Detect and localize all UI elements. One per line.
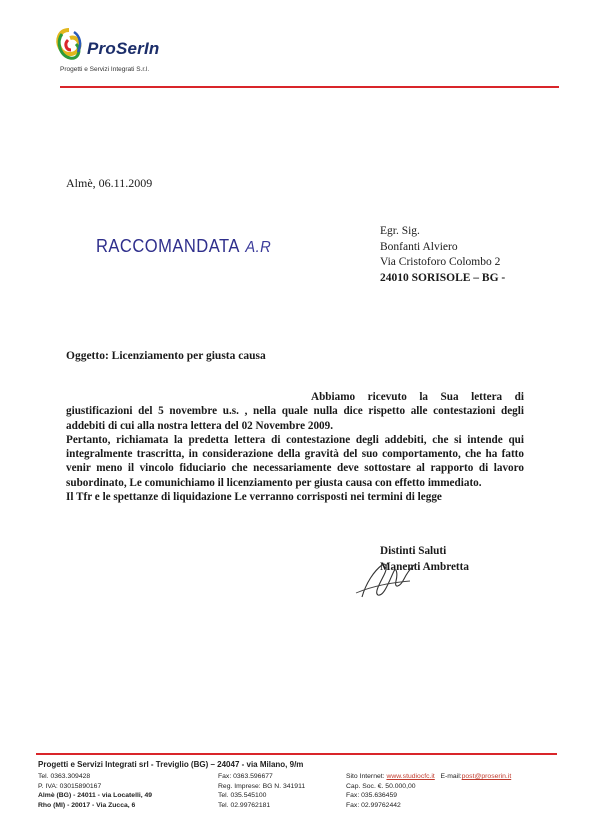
handwritten-signature-icon bbox=[352, 553, 422, 603]
footer-column-3 bbox=[346, 772, 511, 810]
footer-column-1 bbox=[38, 772, 152, 810]
stamp-text: RACCOMANDATA bbox=[96, 236, 240, 256]
registered-mail-stamp bbox=[96, 236, 271, 257]
recipient-line: Bonfanti Alviero bbox=[380, 240, 458, 253]
stamp-suffix: A.R bbox=[245, 239, 272, 256]
email-label: E-mail: bbox=[440, 773, 462, 780]
footer-line: Cap. Soc. €. 50.000,00 bbox=[346, 782, 416, 790]
company-logo-icon bbox=[54, 26, 84, 66]
footer-line: Tel. 02.99762181 bbox=[218, 801, 271, 809]
footer-line: Reg. Imprese: BG N. 341911 bbox=[218, 782, 306, 790]
footer-web-line bbox=[346, 772, 511, 782]
footer-line: P. IVA: 03015890167 bbox=[38, 782, 102, 790]
recipient-address bbox=[380, 224, 505, 286]
site-label: Sito Internet: bbox=[346, 773, 385, 780]
body-paragraph: Pertanto, richiamata la predetta lettera di contestazione degli addebiti, che si intende qui integralmente trascritta, in considerazione della gravità del suo comportamento, che ha fatto venir meno il vincolo fiduciario che necessariamente deve sottostare al rapporto di lavoro subordinato, Le comunichiamo il licenziamento per giusta causa con effetto immediato. bbox=[66, 433, 524, 489]
email-link[interactable]: post@proserin.it bbox=[461, 773, 512, 780]
closing-salutation: Distinti Saluti bbox=[380, 545, 447, 557]
footer-company-line: Progetti e Servizi Integrati srl - Treviglio (BG) – 24047 - via Milano, 9/m bbox=[38, 760, 304, 769]
letter-body bbox=[66, 390, 524, 504]
recipient-line: Egr. Sig. bbox=[380, 225, 420, 237]
footer-line: Fax: 0363.596677 bbox=[218, 773, 273, 780]
brand-name: ProSerIn bbox=[87, 39, 160, 58]
body-paragraph: Abbiamo ricevuto la Sua lettera di giustificazioni del 5 novembre u.s. , nella quale nulla dice rispetto alle contestazioni degli addebiti di cui alla nostra lettera del 02 Novembre 2009. bbox=[66, 391, 524, 432]
recipient-line: 24010 SORISOLE – BG - bbox=[380, 271, 506, 284]
header-divider bbox=[60, 86, 559, 88]
body-paragraph: Il Tfr e le spettanze di liquidazione Le verranno corrisposti nei termini di legge bbox=[66, 491, 442, 504]
letter-subject: Oggetto: Licenziamento per giusta causa bbox=[66, 350, 266, 362]
footer-line: Rho (MI) - 20017 - Via Zucca, 6 bbox=[38, 801, 136, 809]
footer-line: Fax: 02.99762442 bbox=[346, 801, 401, 809]
letter-date: Almè, 06.11.2009 bbox=[66, 176, 153, 190]
website-link[interactable]: www.studiocfc.it bbox=[386, 773, 435, 780]
recipient-line: Via Cristoforo Colombo 2 bbox=[380, 256, 501, 268]
footer-line: Tel. 0363.309428 bbox=[38, 773, 91, 780]
footer-column-2 bbox=[218, 772, 305, 810]
signer-name: Manenti Ambretta bbox=[380, 561, 469, 573]
brand-subtitle: Progetti e Servizi Integrati S.r.l. bbox=[60, 66, 150, 73]
footer-divider bbox=[36, 753, 557, 755]
footer-line: Tel. 035.545100 bbox=[218, 792, 267, 799]
footer-line: Almè (BG) - 24011 - via Locatelli, 49 bbox=[38, 792, 153, 799]
footer-line: Fax: 035.636459 bbox=[346, 792, 398, 799]
